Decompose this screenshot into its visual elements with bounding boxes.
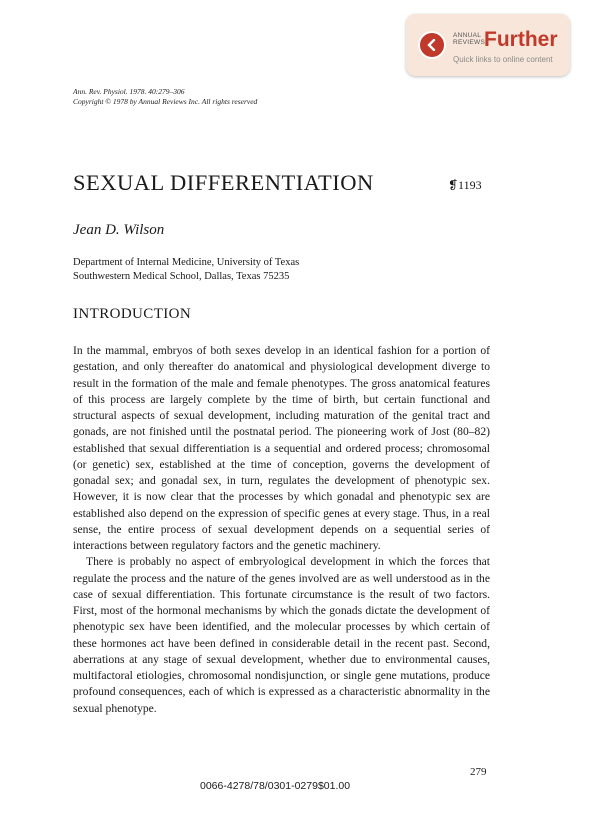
page-number: 279 [470, 766, 487, 778]
play-icon[interactable] [418, 31, 446, 59]
section-heading: INTRODUCTION [73, 306, 192, 322]
footer-code: 0066-4278/78/0301-0279$01.00 [200, 780, 351, 792]
author-name: Jean D. Wilson [73, 222, 165, 238]
affiliation-line: Southwestern Medical School, Dallas, Texas 75235 [73, 271, 290, 282]
article-title: SEXUAL DIFFERENTIATION [73, 170, 374, 195]
affiliation-line: Department of Internal Medicine, University of Texas [73, 257, 300, 268]
paragraph: There is probably no aspect of embryological development in which the forces that regulate the process and the nature of the genes involved are as well understood as in the case of sexual differentiation. This fortunate circumstance is the result of two factors. First, most of the hormonal mechanisms by which the gonads dictate the development of phenotypic sex have been identified, and the molecular processes by which certain of these hormones act have been defined in considerable detail in the recent past. Second, aberrations at any stage of sexual development, whether due to environmental causes, multifactoral etiologies, chromosomal nondisjunction, or single gene mutations, produce profound consequences, each of which is expressed as a characteristic abnormality in the sexual phenotype. [73, 555, 490, 715]
copyright-line: Copyright © 1978 by Annual Reviews Inc. All rights reserved [73, 96, 258, 106]
journal-citation [73, 87, 257, 106]
badge-annual-label: ANNUAL [453, 32, 482, 39]
badge-subtitle: Quick links to online content [453, 55, 553, 64]
article-body [73, 343, 490, 717]
paragraph: In the mammal, embryos of both sexes develop in an identical fashion for a portion of gestation, and only thereafter do anatomical and physiological development diverge to result in the formation of the male and female phenotypes. The gross anatomical features of this process are largely complete by the time of birth, but certain functional and structural aspects of sexual development, including maturation of the genital tract and gonads, are not finished until the postnatal period. The pioneering work of Jost (80–82) established that sexual differentiation is a sequential and ordered process; chromosomal (or genetic) sex, established at the time of conception, governs the development of gonadal sex; and gonadal sex, in turn, regulates the development of phenotypic sex. However, it is now clear that the processes by which gonadal and phenotypic sex are established also depend on the expression of specific genes at every stage. Thus, in a real sense, the entire process of sexual development depends on a sequential series of interactions between regulatory factors and the genetic machinery. [73, 344, 490, 552]
reference-number: ❡1193 [448, 178, 482, 192]
badge-reviews-label: REVIEWS [453, 39, 486, 46]
citation-line: Ann. Rev. Physiol. 1978. 40:279–306 [73, 87, 185, 96]
badge-further-label: Further [484, 28, 558, 51]
further-badge[interactable] [406, 14, 570, 76]
author-affiliation [73, 256, 299, 284]
